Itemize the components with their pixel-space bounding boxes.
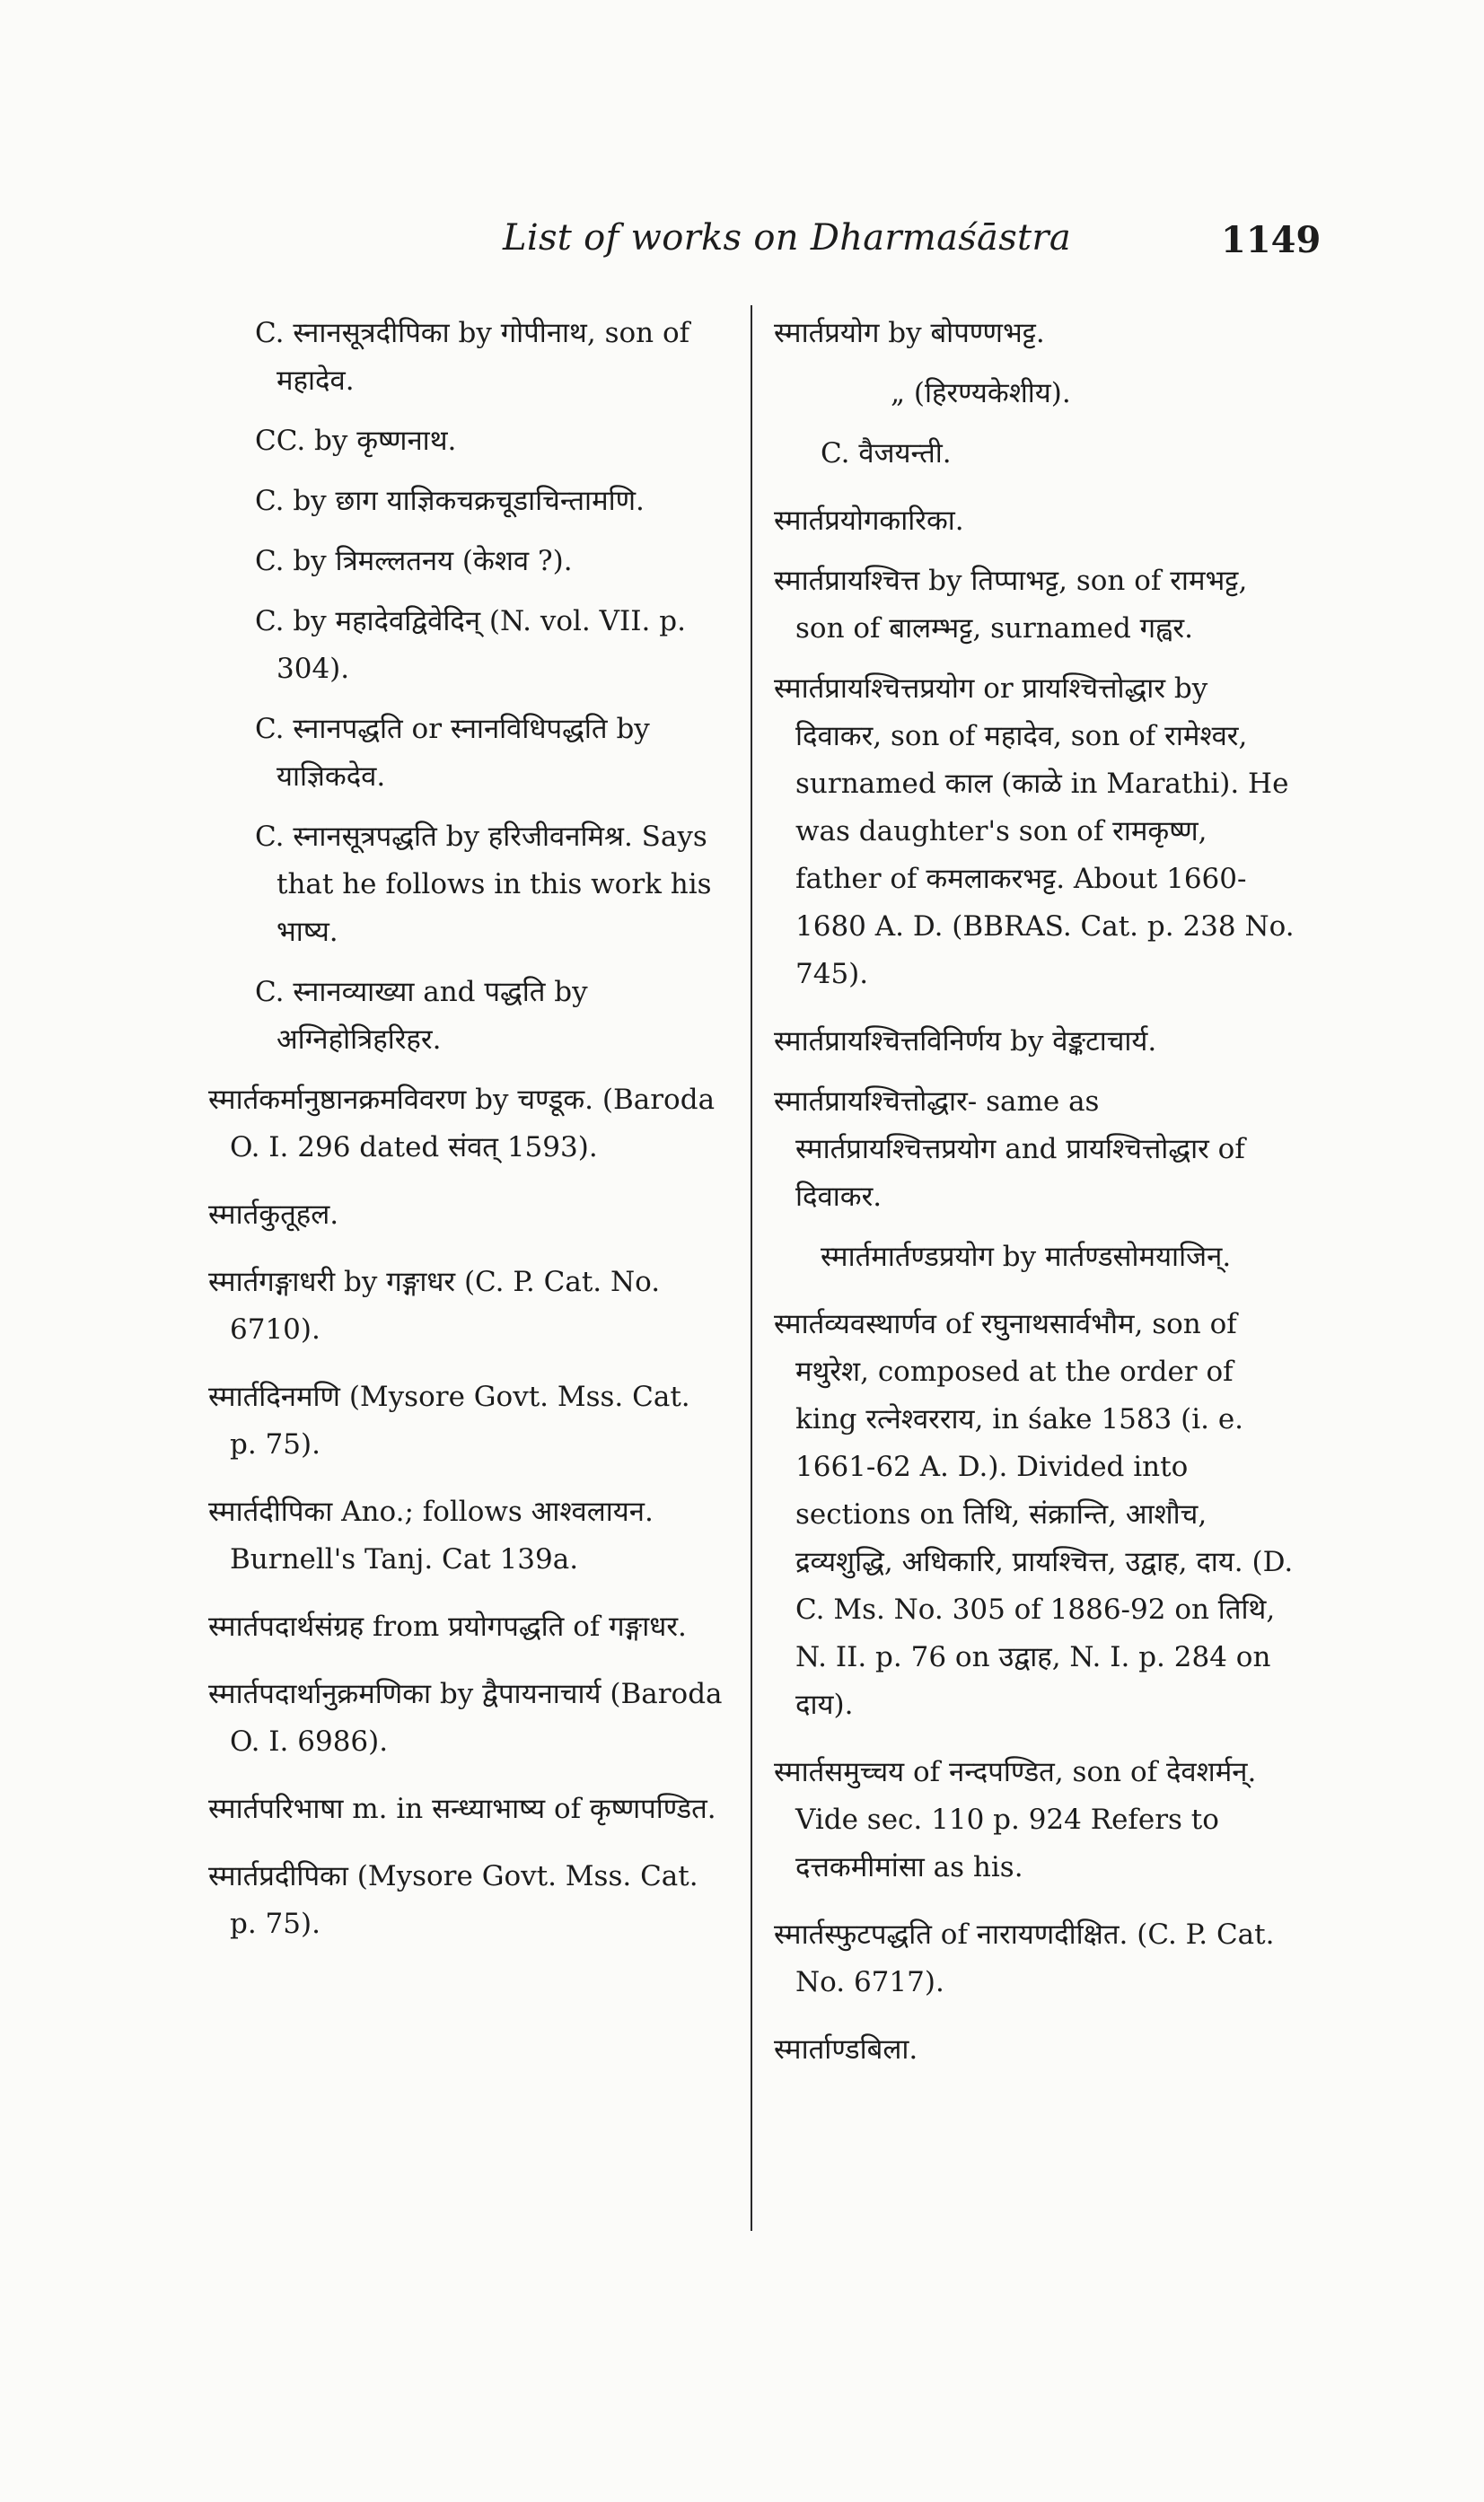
- entry: स्मार्तकर्मानुष्ठानक्रमविवरण by चण्डूक. (Baroda O. I. 296 dated संवत् 1593).: [208, 1084, 716, 1163]
- entry: स्मार्तगङ्गाधरी by गङ्गाधर (C. P. Cat. No. 6710).: [208, 1266, 661, 1346]
- entry: स्मार्तमार्तण्डप्रयोग by मार्तण्डसोमयाजिन्.: [821, 1241, 1232, 1273]
- entry: स्मार्तप्रायश्चित्तप्रयोग or प्रायश्चित्तोद्धार by दिवाकर, son of महादेव, son of रामेश्वर, surnamed काल (काळे in Marathi). He was daughter's son of रामकृष्ण, father of कमलाकरभट्ट. About 1660-1680 A. D. (BBRAS. Cat. p. 238 No. 745).: [774, 672, 1295, 990]
- entry: स्मार्तपदार्थानुक्रमणिका by द्वैपायनाचार्य (Baroda O. I. 6986).: [208, 1678, 723, 1758]
- page-number: 1149: [1221, 219, 1322, 261]
- entry: स्मार्तप्रायश्चित्त by तिप्पाभट्ट, son of रामभट्ट, son of बालम्भट्ट, surnamed गह्वर.: [774, 565, 1248, 645]
- entry: स्मार्तकुतूहल.: [208, 1198, 339, 1231]
- entry: C. by त्रिमल्लतनय (केशव ?).: [255, 545, 573, 577]
- entry: स्मार्तप्रदीपिका (Mysore Govt. Mss. Cat. p. 75).: [208, 1860, 698, 1940]
- running-header-title: List of works on Dharmaśāstra: [503, 217, 1071, 259]
- entry: स्मार्तपरिभाषा m. in सन्ध्याभाष्य of कृष्णपण्डित.: [208, 1793, 716, 1825]
- entry: स्मार्तप्रयोग by बोपण्णभट्ट.: [774, 317, 1045, 349]
- column-divider: [751, 305, 752, 2231]
- entry: C. वैजयन्ती.: [821, 437, 952, 470]
- entry: „ (हिरण्यकेशीय).: [891, 377, 1071, 409]
- entry: CC. by कृष्णनाथ.: [255, 425, 457, 457]
- entry: स्मार्तपदार्थसंग्रह from प्रयोगपद्धति of गङ्गाधर.: [208, 1611, 687, 1643]
- entry: स्मार्तप्रायश्चित्तोद्धार- same as स्मार्तप्रायश्चित्तप्रयोग and प्रायश्चित्तोद्धार of दिवाकर.: [774, 1085, 1245, 1213]
- entry: स्मार्ताण्डबिला.: [774, 2033, 918, 2066]
- entry: स्मार्तप्रयोगकारिका.: [774, 505, 964, 537]
- entry: C. by महादेवद्विवेदिन् (N. vol. VII. p. 304).: [255, 605, 686, 685]
- left-column: [208, 310, 724, 1961]
- entry: C. स्नानसूत्रदीपिका by गोपीनाथ, son of महादेव.: [255, 317, 690, 397]
- entry: स्मार्तस्फुटपद्धति of नारायणदीक्षित. (C. P. Cat. No. 6717).: [774, 1918, 1275, 1998]
- entry: C. स्नानसूत्रपद्धति by हरिजीवनमिश्र. Says that he follows in this work his भाष्य.: [255, 821, 712, 948]
- entry: स्मार्तसमुच्चय of नन्दपण्डित, son of देवशर्मन्. Vide sec. 110 p. 924 Refers to दत्तकमीमांसा as his.: [774, 1756, 1257, 1883]
- entry: स्मार्तप्रायश्चित्तविनिर्णय by वेङ्कटाचार्य.: [774, 1025, 1157, 1058]
- entry: स्मार्तदिनमणि (Mysore Govt. Mss. Cat. p. 75).: [208, 1381, 690, 1461]
- entry: C. स्नानपद्धति or स्नानविधिपद्धति by याज्ञिकदेव.: [255, 713, 650, 793]
- entry: स्मार्तव्यवस्थार्णव of रघुनाथसार्वभौम, son of मथुरेश, composed at the order of king रत्नेश्वरराय, in śake 1583 (i. e. 1661-62 A. D.). Divided into sections on तिथि, संक्रान्ति, आशौच, द्रव्यशुद्धि, अधिकारि, प्रायश्चित्त, उद्वाह, दाय. (D. C. Ms. No. 305 of 1886-92 on तिथि, N. II. p. 76 on उद्वाह, N. I. p. 284 on दाय).: [774, 1308, 1294, 1721]
- right-column: [774, 310, 1299, 2086]
- entry: C. स्नानव्याख्या and पद्धति by अग्निहोत्रिहरिहर.: [255, 976, 588, 1056]
- entry: C. by छाग याज्ञिकचक्रचूडाचिन्तामणि.: [255, 485, 645, 517]
- entry: स्मार्तदीपिका Ano.; follows आश्वलायन. Burnell's Tanj. Cat 139a.: [208, 1496, 654, 1576]
